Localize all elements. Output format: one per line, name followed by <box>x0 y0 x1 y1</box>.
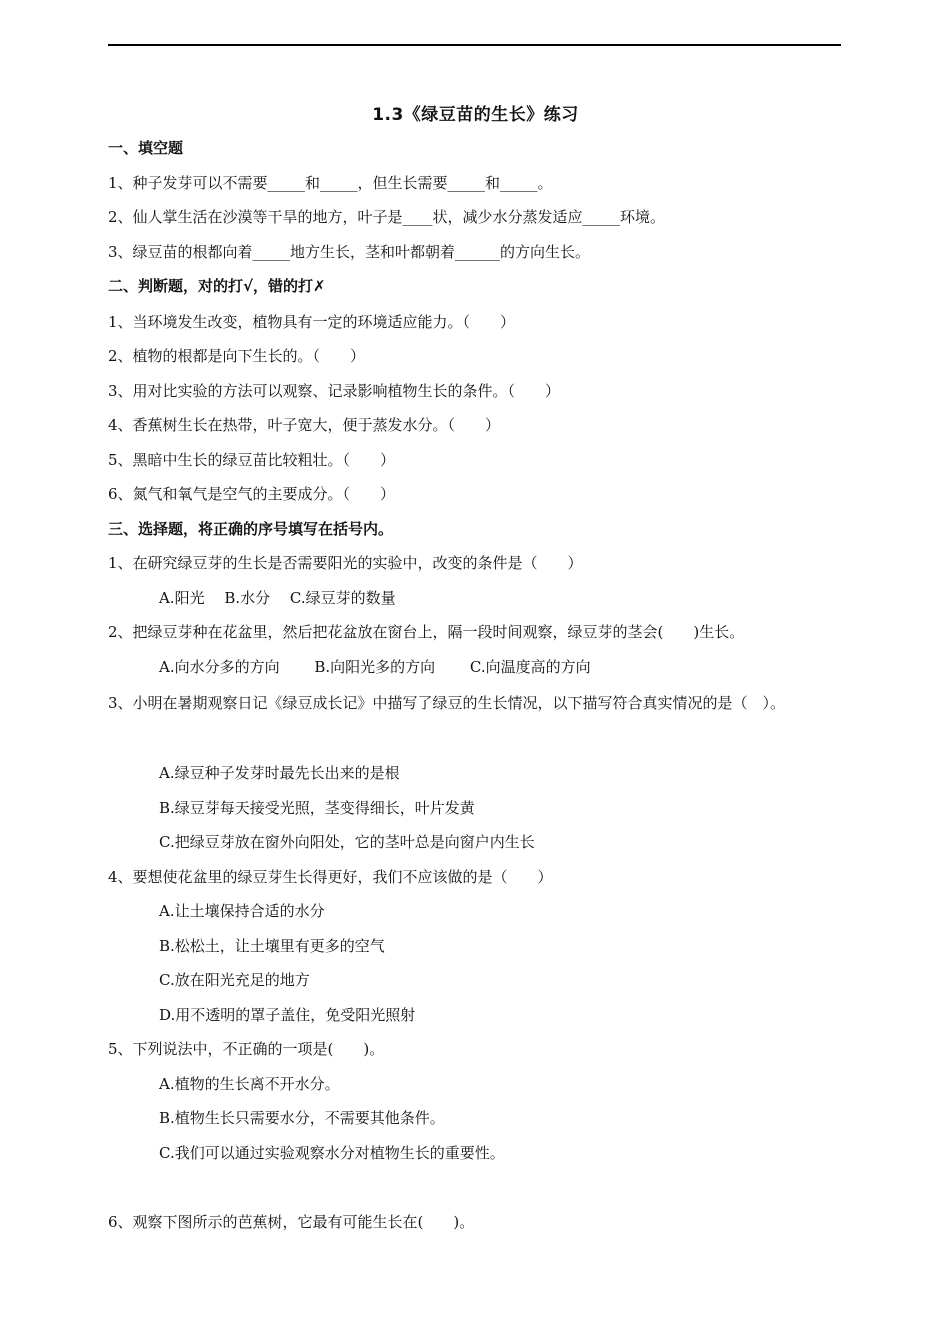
choice-question-5: 5、下列说法中，不正确的一项是( )。 <box>108 1040 385 1058</box>
choice-question-4-option-a: A.让土壤保持合适的水分 <box>159 902 325 920</box>
choice-question-2: 2、把绿豆芽种在花盆里，然后把花盆放在窗台上，隔一段时间观察，绿豆芽的茎会( )生长。 <box>108 623 745 641</box>
judge-question-2: 2、植物的根都是向下生长的。（ ） <box>108 347 366 365</box>
choice-question-4-option-c: C.放在阳光充足的地方 <box>159 971 310 989</box>
fill-question-1: 1、种子发芽可以不需要_____和_____，但生长需要_____和_____。 <box>108 174 553 192</box>
choice-question-5-option-a: A.植物的生长离不开水分。 <box>159 1075 340 1093</box>
choice-question-4-option-d: D.用不透明的罩子盖住，免受阳光照射 <box>159 1006 416 1024</box>
choice-question-5-option-c: C.我们可以通过实验观察水分对植物生长的重要性。 <box>159 1144 505 1162</box>
page-title: 1.3《绿豆苗的生长》练习 <box>372 105 579 125</box>
choice-question-2-options: A.向水分多的方向 B.向阳光多的方向 C.向温度高的方向 <box>159 658 591 676</box>
choice-question-3-option-c: C.把绿豆芽放在窗外向阳处，它的茎叶总是向窗户内生长 <box>159 833 535 851</box>
fill-question-2: 2、仙人掌生活在沙漠等干旱的地方，叶子是____状，减少水分蒸发适应_____环境。 <box>108 208 666 226</box>
judge-question-3: 3、用对比实验的方法可以观察、记录影响植物生长的条件。（ ） <box>108 382 561 400</box>
choice-question-3: 3、小明在暑期观察日记《绿豆成长记》中描写了绿豆的生长情况，以下描写符合真实情况的是（ ）。 <box>108 694 786 712</box>
judge-question-4: 4、香蕉树生长在热带，叶子宽大，便于蒸发水分。（ ） <box>108 416 501 434</box>
choice-question-1-options: A.阳光 B.水分 C.绿豆芽的数量 <box>159 589 396 607</box>
choice-question-4: 4、要想使花盆里的绿豆芽生长得更好，我们不应该做的是（ ） <box>108 868 553 886</box>
header-rule <box>108 44 841 46</box>
section-1-heading: 一、填空题 <box>108 139 184 157</box>
fill-question-3: 3、绿豆苗的根都向着_____地方生长，茎和叶都朝着______的方向生长。 <box>108 243 591 261</box>
choice-question-3-option-b: B.绿豆芽每天接受光照，茎变得细长，叶片发黄 <box>159 799 475 817</box>
section-3-heading: 三、选择题，将正确的序号填写在括号内。 <box>108 520 394 538</box>
choice-question-5-option-b: B.植物生长只需要水分，不需要其他条件。 <box>159 1109 445 1127</box>
choice-question-6: 6、观察下图所示的芭蕉树，它最有可能生长在( )。 <box>108 1213 475 1231</box>
judge-question-1: 1、当环境发生改变，植物具有一定的环境适应能力。（ ） <box>108 313 516 331</box>
choice-question-1: 1、在研究绿豆芽的生长是否需要阳光的实验中，改变的条件是（ ） <box>108 554 583 572</box>
choice-question-3-option-a: A.绿豆种子发芽时最先长出来的是根 <box>159 764 400 782</box>
section-2-heading: 二、判断题，对的打√，错的打✗ <box>108 277 326 295</box>
judge-question-5: 5、黑暗中生长的绿豆苗比较粗壮。（ ） <box>108 451 396 469</box>
choice-question-4-option-b: B.松松土，让土壤里有更多的空气 <box>159 937 385 955</box>
judge-question-6: 6、氮气和氧气是空气的主要成分。（ ） <box>108 485 396 503</box>
